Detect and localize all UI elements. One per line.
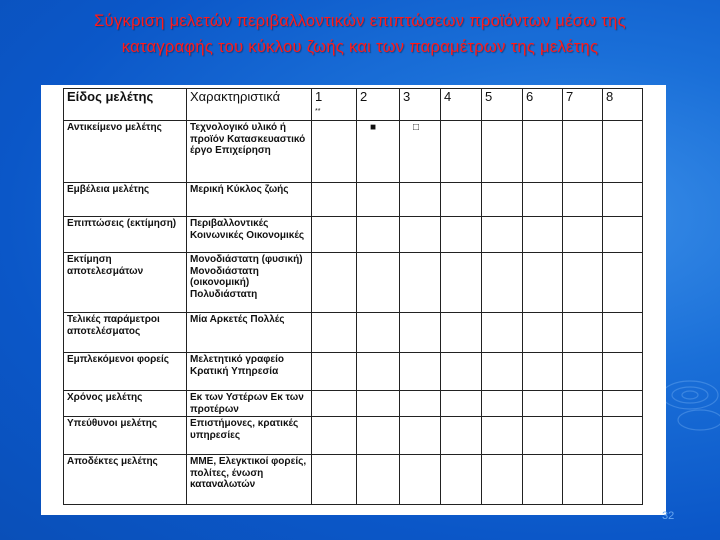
filled-square-mark: ■ [370,122,377,133]
row-label: Υπεύθυνοι μελέτης [64,417,187,455]
row-label: Αντικείμενο μελέτης [64,121,187,183]
row-label: Χρόνος μελέτης [64,391,187,417]
row-label: Αποδέκτες μελέτης [64,455,187,505]
row-label: Εμπλεκόμενοι φορείς [64,353,187,391]
row-characteristics: Μία Αρκετές Πολλές [187,313,312,353]
row-label: Τελικές παράμετροι αποτελέσματος [64,313,187,353]
header-study-type: Είδος μελέτης [64,89,187,121]
slide-title-line-1: Σύγκριση μελετών περιβαλλοντικών επιπτώσεων προϊόντων μέσω της [94,12,626,30]
header-col-7: 7 [563,89,603,121]
row-characteristics: Τεχνολογικό υλικό ή προϊόν Κατασκευαστικό έργο Επιχείρηση [187,121,312,183]
row-characteristics: Μερική Κύκλος ζωής [187,183,312,217]
header-col-3: 3 [400,89,441,121]
table-row [64,121,643,183]
empty-square-mark: □ [413,122,420,133]
slide-title [0,8,720,60]
table-row [64,313,643,353]
header-col-1: 1 ** [312,89,357,121]
header-col-2: 2 [357,89,400,121]
table-row [64,183,643,217]
row-characteristics: Επιστήμονες, κρατικές υπηρεσίες [187,417,312,455]
header-stars: ** [315,108,321,115]
row-characteristics: Εκ των Υστέρων Εκ των προτέρων [187,391,312,417]
table-row [64,253,643,313]
table-row [64,455,643,505]
row-label: Εμβέλεια μελέτης [64,183,187,217]
row-characteristics: Μελετητικό γραφείο Κρατική Υπηρεσία [187,353,312,391]
header-col-8: 8 [603,89,643,121]
comparison-table [63,88,643,505]
scanned-table-sheet [41,85,666,515]
row-characteristics: Περιβαλλοντικές Κοινωνικές Οικονομικές [187,217,312,253]
row-label: Εκτίμηση αποτελεσμάτων [64,253,187,313]
page-number: 32 [662,510,675,522]
table-row [64,217,643,253]
table-row [64,417,643,455]
row-characteristics: ΜΜΕ, Ελεγκτικοί φορείς, πολίτες, ένωση καταναλωτών [187,455,312,505]
header-characteristics: Χαρακτηριστικά [187,89,312,121]
table-header-row [64,89,643,121]
row-label: Επιπτώσεις (εκτίμηση) [64,217,187,253]
row-characteristics: Μονοδιάστατη (φυσική) Μονοδιάστατη (οικονομική) Πολυδιάστατη [187,253,312,313]
slide-title-line-2: καταγραφής του κύκλου ζωής και των παραμέτρων της μελέτης [121,38,599,56]
header-col-6: 6 [523,89,563,121]
table-row [64,353,643,391]
header-col-4: 4 [441,89,482,121]
header-col-5: 5 [482,89,523,121]
table-row [64,391,643,417]
